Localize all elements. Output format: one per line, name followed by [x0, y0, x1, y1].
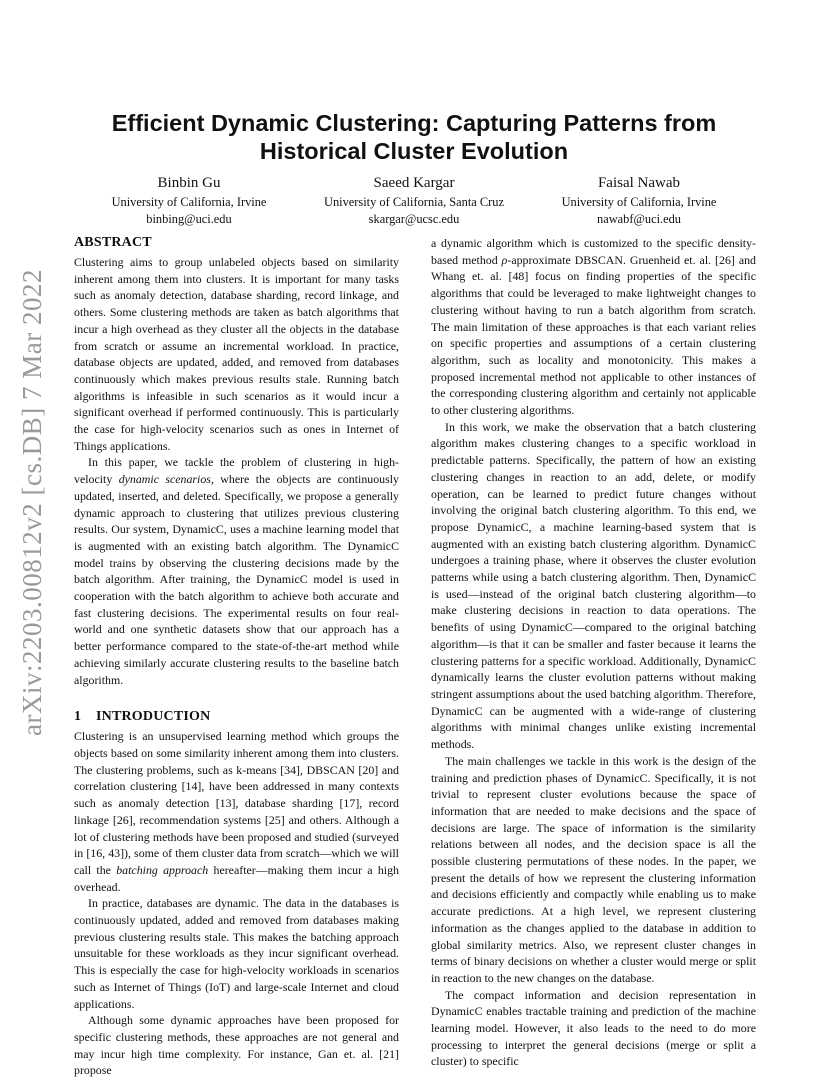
intro-paragraph-2: In practice, databases are dynamic. The data in the databases is continuously updated, added and removed from databases making previous clustering results stale. This makes the batching approach unsuitable for these workloads as they incur significant overhead. This is especially the case for high-velocity workloads in scenarios such as Internet of Things (IoT) and large-scale Internet and cloud applications.: [74, 896, 399, 1011]
abstract-paragraph-1: Clustering aims to group unlabeled objects based on similarity inherent among them into clusters. It is important for many tasks such as anomaly detection, database sharding, record linkage, and others. Some clustering methods are taken as batch algorithms that incur a high overhead as they cluster all the objects in the database from scratch or assume an incremental workload. In practice, database objects are updated, added, and removed from databases continuously which makes previous results stale. Running batch algorithms is infeasible in such scenarios as it would incur a significant overhead if performed continuously. This is particularly the case for high-velocity scenarios such as ones in Internet of Things applications.: [74, 255, 399, 453]
intro-paragraph-3: Although some dynamic approaches have been proposed for specific clustering methods, these approaches are not general and may incur high time complexity. For instance, Gan et. al. [21] propose: [74, 1013, 399, 1078]
author-affiliation: University of California, Santa Cruz: [324, 195, 504, 209]
intro-paragraph-5: The main challenges we tackle in this work is the design of the training and prediction phases of DynamicC. Specifically, it is not trivial to represent cluster evolutions because the space of information that are needed to make decisions and the space of decisions are large. The space of information is the similarity relations between all nodes, and the decision space is all the possible clustering permutations of these nodes. In the paper, we present the details of how we represent the clustering information and decisions efficiently and compactly while enabling us to make accurate predictions. At a high level, we represent clustering information as the changes applied to the database in addition to global similarity metrics. Also, we represent cluster changes in terms of binary decisions on whether a cluster would merge or split in reaction to the new changes on the database.: [431, 753, 756, 985]
arxiv-stamp: [14, 262, 50, 742]
intro-paragraph-1: Clustering is an unsupervised learning method which groups the objects based on some similarity inherent among them into clusters. The clustering problems, such as k-means [34], DBSCAN [20] and correlation clustering [14], have been addressed in many contexts such as anomaly detection [13], database sharding [17], record linkage [26], recommendation systems [25] and others. Although a lot of clustering methods have been proposed and studied (surveyed in [16, 43]), some of them cluster data from scratch—which we will call the batching approach hereafter—making them incur a high overhead.: [74, 729, 399, 894]
author-affiliation: University of California, Irvine: [111, 195, 267, 209]
author-3: [524, 174, 754, 227]
author-name: Binbin Gu: [157, 175, 221, 191]
abstract-heading: ABSTRACT: [74, 235, 152, 250]
author-email: skargar@ucsc.edu: [368, 211, 460, 226]
author-name: Faisal Nawab: [597, 175, 681, 191]
intro-paragraph-3-continued: a dynamic algorithm which is customized to the specific density-based method ρ-approximate DBSCAN. Gruenheid et. al. [26] and Whang et. al. [48] focus on finding properties of the specific algorithms that could be leveraged to make lightweight changes to clustering without having to run a batch algorithm from scratch. The main limitation of these approaches is that each variant relies on specific properties and assumptions of a certain clustering algorithm, such as locality and monotonicity. This makes a proposed incremental method not applicable to other instances of the corresponding clustering algorithm and certainly not applicable to other clustering algorithms.: [431, 236, 756, 418]
paper-title: Efficient Dynamic Clustering: Capturing Patterns from Historical Cluster Evolution: [111, 110, 717, 164]
author-email: nawabf@uci.edu: [597, 211, 681, 226]
abstract-paragraph-2: In this paper, we tackle the problem of clustering in high-velocity dynamic scenarios, where the objects are continuously updated, inserted, and deleted. Specifically, we propose a generally dynamic approach to clustering that utilizes previous clustering results. Our system, DynamicC, uses a machine learning model that is augmented with an existing batch algorithm. The DynamicC model trains by observing the clustering decisions made by the batch algorithm. After training, the DynamicC model is used in cooperation with the batch algorithm to achieve both accurate and fast clustering decisions. The experimental results on four real-world and one synthetic datasets show that our approach has a better performance compared to the state-of-the-art method while achieving similarly accurate clustering results to the baseline batch algorithm.: [74, 455, 399, 687]
introduction-heading: 1 INTRODUCTION: [74, 707, 399, 727]
intro-paragraph-6: The compact information and decision representation in DynamicC enables tractable training and prediction of the machine learning model. However, it also leads to the need to do more processing to interpret the general decisions (merge or split a cluster) to specific: [431, 987, 756, 1069]
intro-paragraph-4: In this work, we make the observation that a batch clustering algorithm makes clustering changes to a specific workload in predictable patterns. Specifically, the pattern of how an existing clustering changes in reaction to an add, delete, or modify operation, can be learned to predict future changes without involving the original batch clustering algorithm. To this end, we propose DynamicC, a machine learning-based system that is augmented with an existing batch clustering algorithm. DynamicC undergoes a training phase, where it observes the cluster evolution patterns while using a batch clustering algorithm. Then, DynamicC is used—instead of the original batch clustering algorithm—to make clustering decisions in reaction to data operations. The benefits of using DynamicC—compared to the original batching algorithm—is that it can be smaller and faster because it learns the clustering patterns for a specific workload. Additionally, DynamicC dynamically learns the cluster evolution patterns without making stringent assumptions about the used batching algorithm. Therefore, DynamicC can be augmented with a wide-range of clustering algorithms with minimal changes unlike existing incremental methods.: [431, 419, 756, 752]
author-affiliation: University of California, Irvine: [561, 195, 717, 209]
author-1: [74, 174, 304, 227]
left-column: [74, 233, 399, 1079]
section-number: 1: [74, 709, 82, 725]
right-column: [431, 235, 756, 1070]
author-name: Saeed Kargar: [373, 175, 455, 191]
arxiv-id: arXiv:2203.00812v2 [cs.DB] 7 Mar 2022: [16, 268, 47, 736]
author-email: binbing@uci.edu: [146, 211, 232, 226]
author-2: [299, 174, 529, 227]
